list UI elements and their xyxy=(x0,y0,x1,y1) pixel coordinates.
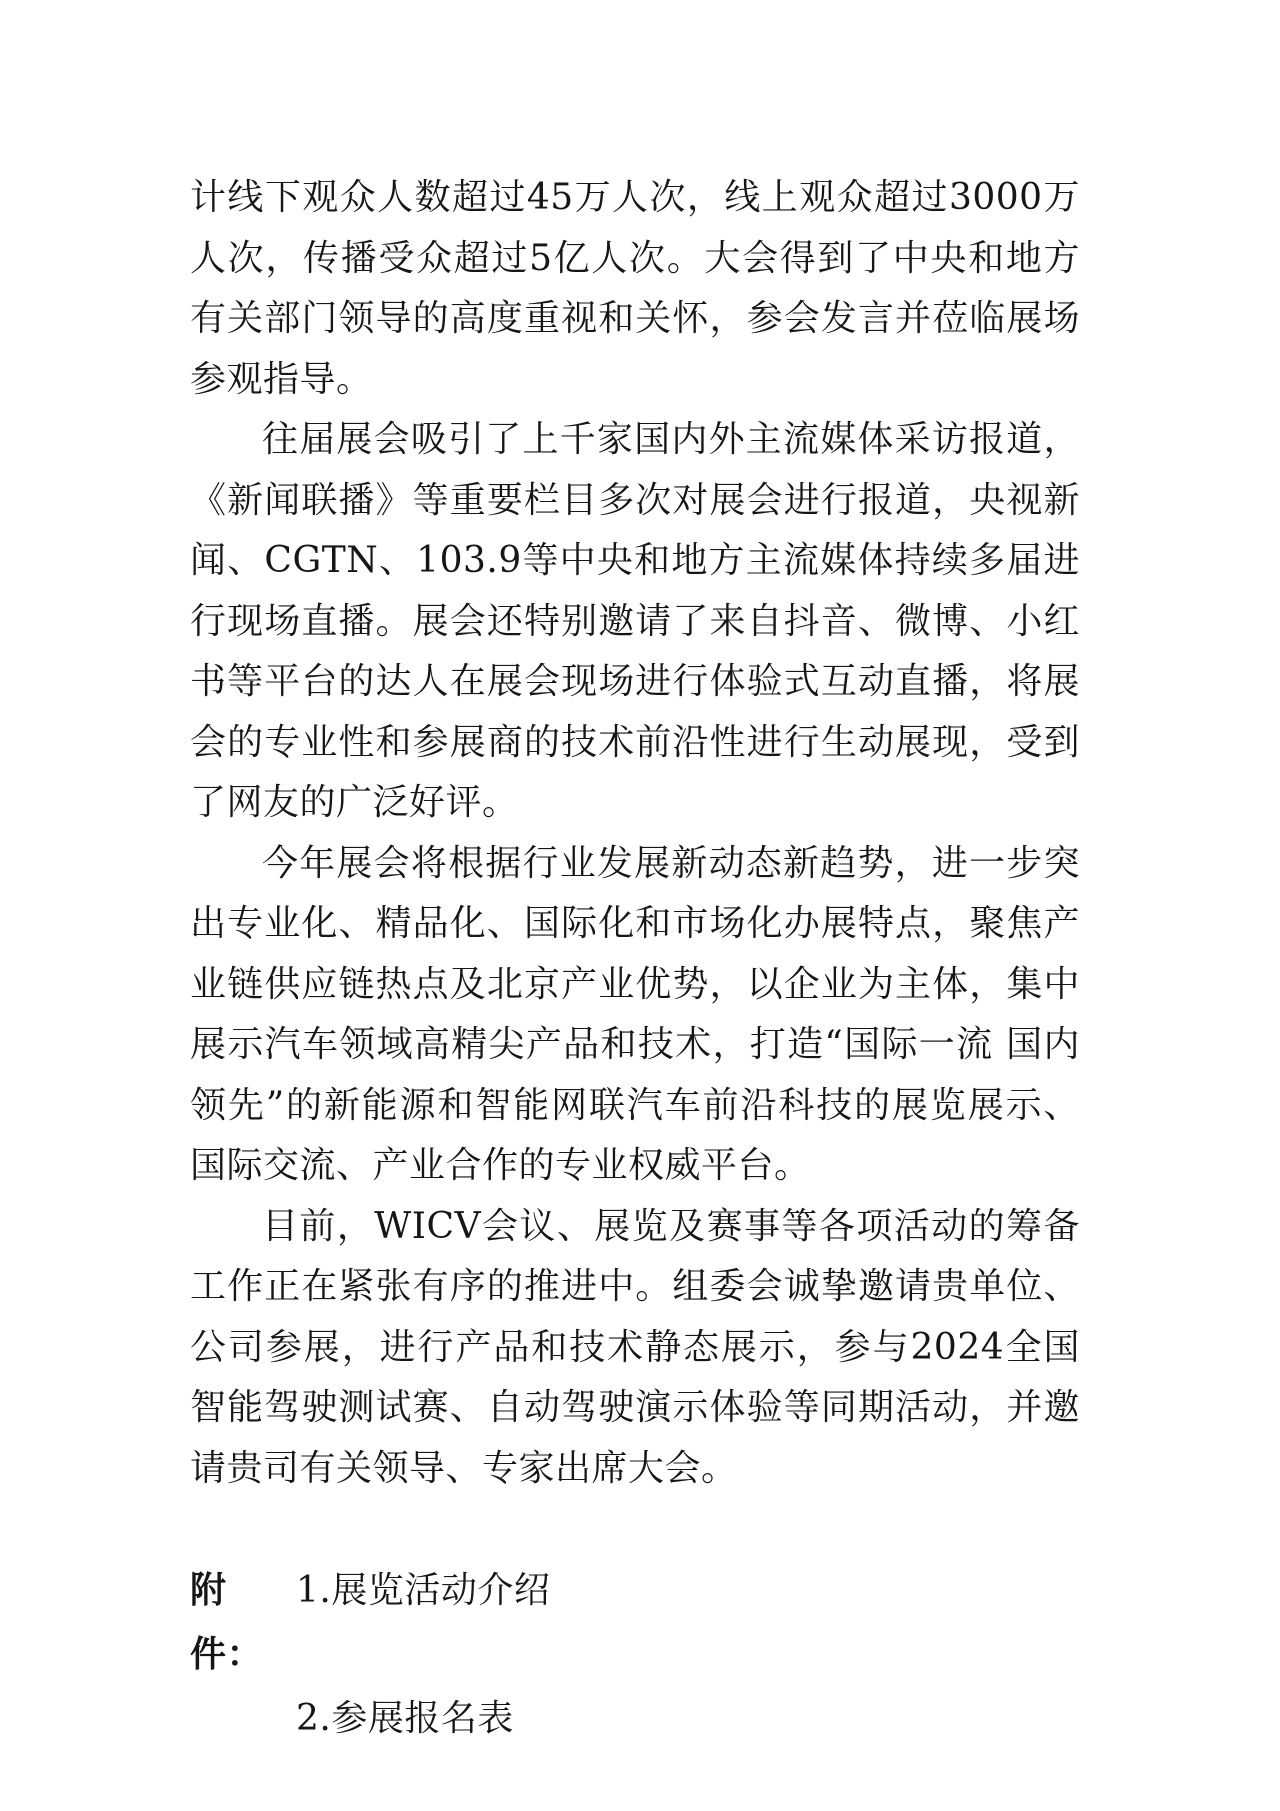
paragraph-1: 计线下观众人数超过45万人次，线上观众超过3000万人次，传播受众超过5亿人次。大会得到了中央和地方有关部门领导的高度重视和关怀，参会发言并莅临展场参观指导。 xyxy=(190,177,1080,400)
paragraph-3: 今年展会将根据行业发展新动态新趋势，进一步突出专业化、精品化、国际化和市场化办展特点，聚焦产业链供应链热点及北京产业优势，以企业为主体，集中展示汽车领域高精尖产品和技术，打造“国际一流 国内领先”的新能源和智能网联汽车前沿科技的展览展示、国际交流、产业合作的专业权威平台。 xyxy=(190,842,1080,1186)
attachment-row-2 xyxy=(190,1687,1080,1751)
document-body xyxy=(190,168,1080,1751)
paragraph-4: 目前，WICV会议、展览及赛事等各项活动的筹备工作正在紧张有序的推进中。组委会诚挚邀请贵单位、公司参展，进行产品和技术静态展示，参与2024全国智能驾驶测试赛、自动驾驶演示体验等同期活动，并邀请贵司有关领导、专家出席大会。 xyxy=(190,1205,1080,1489)
attachment-item-1: 1.展览活动介绍 xyxy=(296,1570,551,1611)
attachment-row-1 xyxy=(190,1559,1080,1687)
attachments-section xyxy=(190,1559,1080,1751)
attachments-label: 附件： xyxy=(190,1570,264,1675)
paragraph-2: 往届展会吸引了上千家国内外主流媒体采访报道，《新闻联播》等重要栏目多次对展会进行报道，央视新闻、CGTN、103.9等中央和地方主流媒体持续多届进行现场直播。展会还特别邀请了来自抖音、微博、小红书等平台的达人在展会现场进行体验式互动直播，将展会的专业性和参展商的技术前沿性进行生动展现，受到了网友的广泛好评。 xyxy=(190,419,1080,823)
attachment-item-2: 2.参展报名表 xyxy=(296,1698,514,1739)
